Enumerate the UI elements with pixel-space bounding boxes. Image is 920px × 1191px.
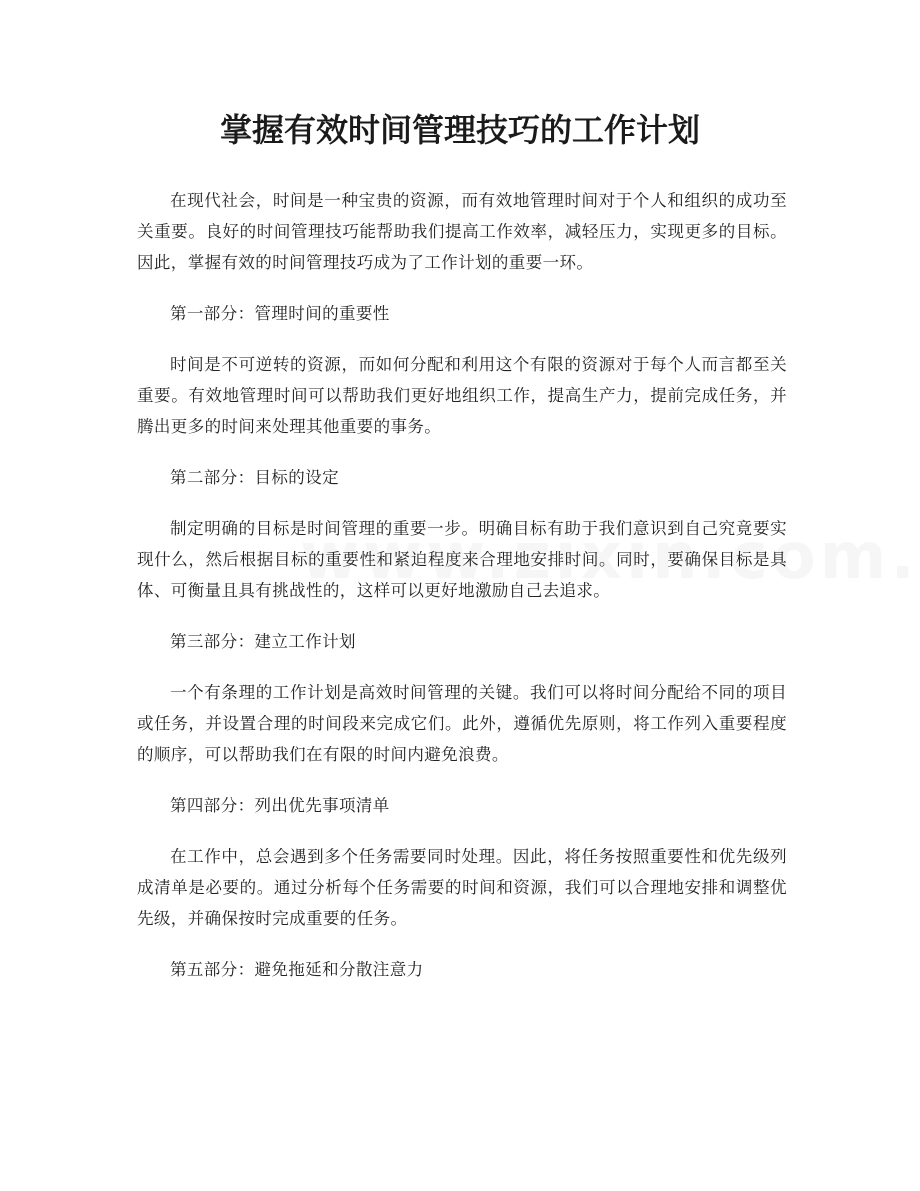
section-paragraph-2: 制定明确的目标是时间管理的重要一步。明确目标有助于我们意识到自己究竟要实现什么，然后根据目标的重要性和紧迫程度来合理地安排时间。同时，要确保目标是具体、可衡量且具有挑战性的，这样可以更好地激励自己去追求。 [137, 519, 787, 600]
section-heading-1: 第一部分：管理时间的重要性 [170, 304, 390, 323]
section-heading-2: 第二部分：目标的设定 [170, 468, 339, 487]
document-body [137, 185, 787, 1005]
intro-paragraph: 在现代社会，时间是一种宝贵的资源，而有效地管理时间对于个人和组织的成功至关重要。良好的时间管理技巧能帮助我们提高工作效率，减轻压力，实现更多的目标。因此，掌握有效的时间管理技巧成为了工作计划的重要一环。 [137, 191, 787, 272]
section-heading-4: 第四部分：列出优先事项清单 [170, 796, 390, 815]
section-paragraph-3: 一个有条理的工作计划是高效时间管理的关键。我们可以将时间分配给不同的项目或任务，并设置合理的时间段来完成它们。此外，遵循优先原则，将工作列入重要程度的顺序，可以帮助我们在有限的时间内避免浪费。 [137, 683, 787, 764]
section-paragraph-4: 在工作中，总会遇到多个任务需要同时处理。因此，将任务按照重要性和优先级列成清单是必要的。通过分析每个任务需要的时间和资源，我们可以合理地安排和调整优先级，并确保按时完成重要的任务。 [137, 847, 787, 928]
section-paragraph-1: 时间是不可逆转的资源，而如何分配和利用这个有限的资源对于每个人而言都至关重要。有效地管理时间可以帮助我们更好地组织工作，提高生产力，提前完成任务，并腾出更多的时间来处理其他重要的事务。 [137, 355, 787, 436]
section-heading-3: 第三部分：建立工作计划 [170, 632, 356, 651]
document-title: 掌握有效时间管理技巧的工作计划 [219, 111, 700, 149]
section-heading-5: 第五部分：避免拖延和分散注意力 [170, 960, 424, 979]
